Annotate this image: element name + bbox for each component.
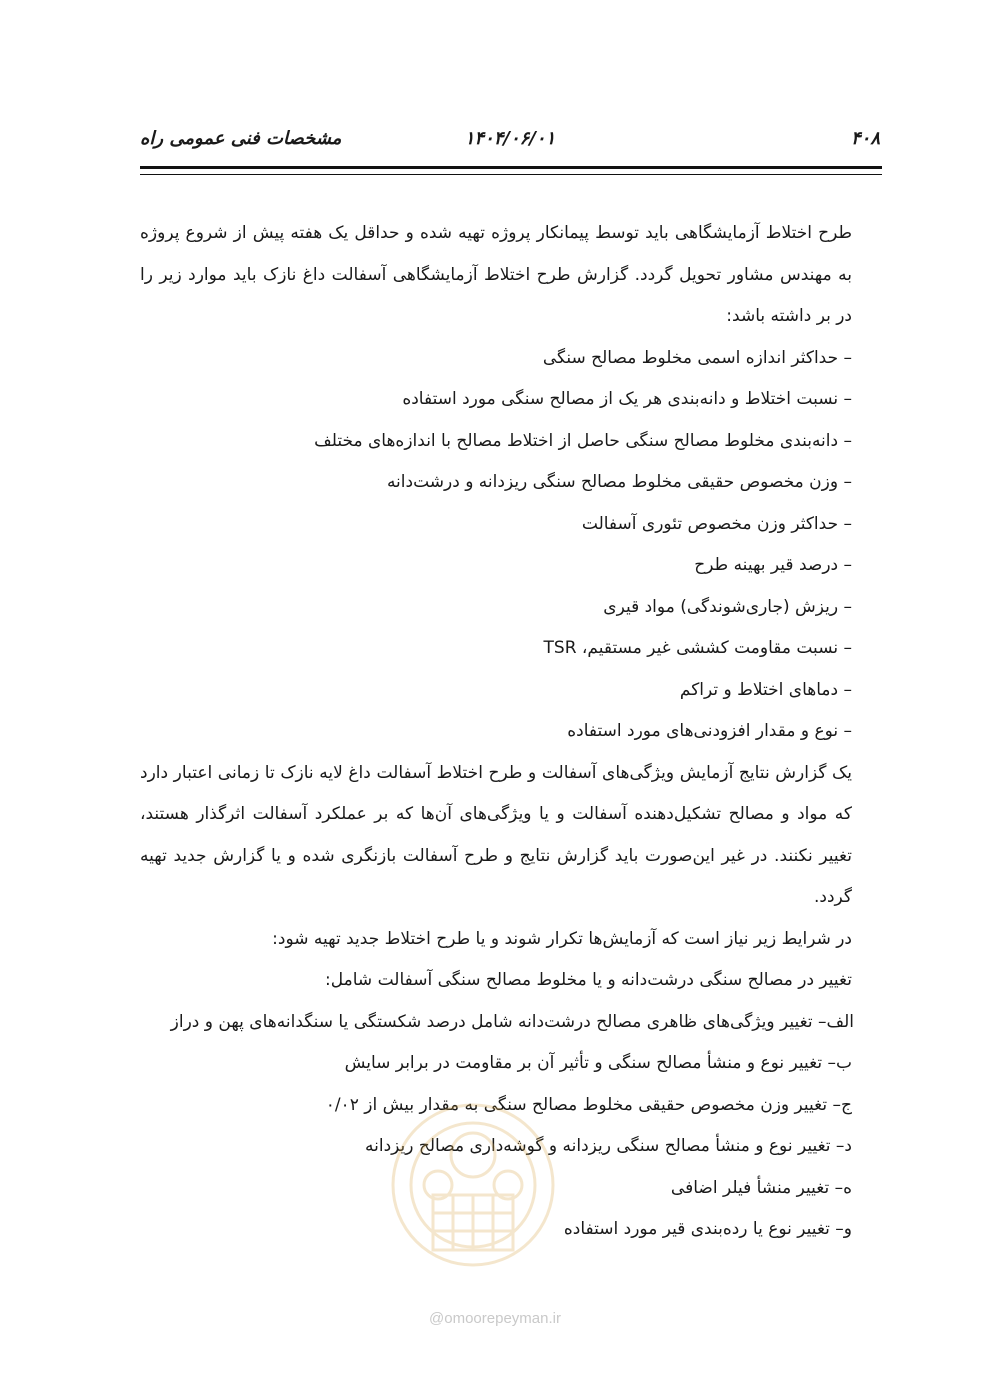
lettered-list bbox=[140, 1002, 852, 1251]
requirements-list bbox=[140, 338, 852, 753]
page-header bbox=[140, 128, 880, 158]
header-title: مشخصات فنی عمومی راه bbox=[140, 128, 342, 149]
list-item: – نسبت مقاومت کششی غیر مستقیم، TSR bbox=[543, 638, 852, 658]
list-item: – حداکثر وزن مخصوص تئوری آسفالت bbox=[581, 513, 852, 534]
list-item: – نوع و مقدار افزودنی‌های مورد استفاده bbox=[567, 721, 852, 741]
intro-paragraph: طرح اختلاط آزمایشگاهی باید توسط پیمانکار پروژه تهیه شده و حداقل یک هفته پیش از شروع پروژه به مهندس مشاور تحویل گردد. گزارش طرح اختلاط آزمایشگاهی آسفالت داغ نازک باید موارد زیر را در بر داشته باشد: bbox=[140, 223, 852, 326]
page-number: ۴۰۸ bbox=[850, 128, 880, 149]
lettered-item: الف– تغییر ویژگی‌های ظاهری مصالح درشت‌دانه شامل درصد شکستگی یا سنگدانه‌های پهن و دراز bbox=[170, 1011, 854, 1032]
list-item: – ریزش (جاری‌شوندگی) مواد قیری bbox=[603, 596, 852, 617]
lettered-item: ب– تغییر نوع و منشأ مصالح سنگی و تأثیر آن بر مقاومت در برابر سایش bbox=[344, 1053, 852, 1073]
list-item: – دانه‌بندی مخلوط مصالح سنگی حاصل از اختلاط مصالح با اندازه‌های مختلف bbox=[314, 430, 852, 451]
list-item: – درصد قیر بهینه طرح bbox=[694, 555, 852, 575]
header-rule-thin bbox=[140, 174, 882, 175]
header-date: ۱۴۰۴/۰۶/۰۱ bbox=[464, 128, 556, 149]
list-item: – دماهای اختلاط و تراکم bbox=[679, 679, 852, 700]
list-item: – وزن مخصوص حقیقی مخلوط مصالح سنگی ریزدانه و درشت‌دانه bbox=[386, 472, 852, 492]
lettered-item: ه– تغییر منشأ فیلر اضافی bbox=[670, 1177, 852, 1198]
lettered-item: و– تغییر نوع یا رده‌بندی قیر مورد استفاده bbox=[563, 1219, 852, 1239]
header-rule-thick bbox=[140, 166, 882, 169]
watermark-text: @omoorepeyman.ir bbox=[429, 1310, 561, 1327]
list-item: – نسبت اختلاط و دانه‌بندی هر یک از مصالح سنگی مورد استفاده bbox=[402, 389, 852, 409]
lettered-item: ج– تغییر وزن مخصوص حقیقی مخلوط مصالح سنگی به مقدار بیش از ۰/۰۲ bbox=[325, 1094, 852, 1115]
lettered-item: د– تغییر نوع و منشأ مصالح سنگی ریزدانه و گوشه‌داری مصالح ریزدانه bbox=[365, 1136, 852, 1156]
conditions-intro: در شرایط زیر نیاز است که آزمایش‌ها تکرار شوند و یا طرح اختلاط جدید تهیه شود: bbox=[272, 928, 852, 949]
change-intro: تغییر در مصالح سنگی درشت‌دانه و یا مخلوط مصالح سنگی آسفالت شامل: bbox=[325, 970, 852, 990]
page-body bbox=[140, 213, 852, 1251]
list-item: – حداکثر اندازه اسمی مخلوط مصالح سنگی bbox=[542, 347, 852, 368]
validity-paragraph: یک گزارش نتایج آزمایش ویژگی‌های آسفالت و طرح اختلاط آسفالت داغ لایه نازک تا زمانی اعتبار دارد که مواد و مصالح تشکیل‌دهنده آسفالت و یا ویژگی‌های آن‌ها که بر عملکرد آسفالت اثرگذار هستند، تغییر نکنند. در غیر این‌صورت باید گزارش نتایج و طرح آسفالت بازنگری شده و یا گزارش جدید تهیه گردد. bbox=[140, 762, 852, 907]
